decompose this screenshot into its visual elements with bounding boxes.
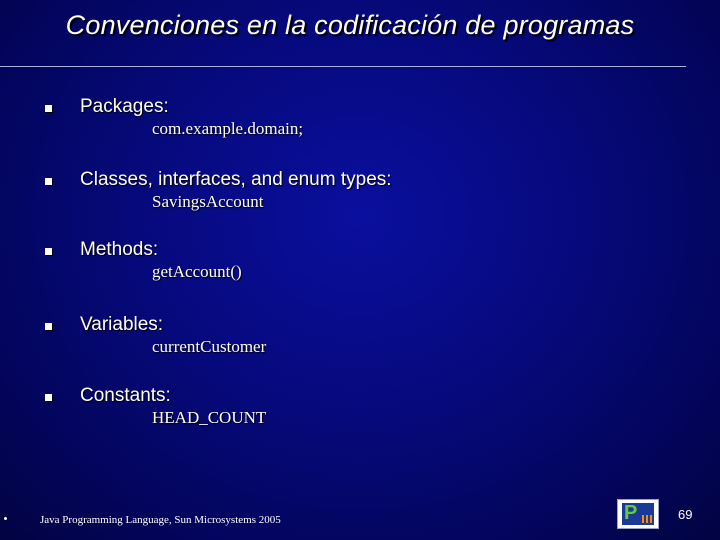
bullet-item-methods xyxy=(45,239,665,299)
bullet-example: HEAD_COUNT xyxy=(152,408,267,427)
bullet-item-constants xyxy=(45,385,665,445)
bullet-example: getAccount() xyxy=(152,262,242,281)
bullet-example: currentCustomer xyxy=(152,337,267,356)
presentation-logo-icon xyxy=(617,499,659,529)
bullet-heading: Variables: xyxy=(80,314,164,335)
page-number: 69 xyxy=(678,507,693,522)
bullet-example: com.example.domain; xyxy=(152,119,304,138)
square-bullet-icon xyxy=(45,248,52,255)
footer-source: Java Programming Language, Sun Microsystems 2005 xyxy=(40,514,281,526)
bullet-item-classes xyxy=(45,169,665,229)
bullet-item-variables xyxy=(45,314,665,374)
logo-letter: P xyxy=(624,502,638,524)
bullet-example: SavingsAccount xyxy=(152,192,264,211)
bullet-heading: Methods: xyxy=(80,239,159,260)
bullet-item-packages xyxy=(45,96,665,156)
square-bullet-icon xyxy=(45,178,52,185)
footer-bullet-dot xyxy=(4,517,7,520)
logo-accent-dots xyxy=(642,515,652,523)
bullet-heading: Packages: xyxy=(80,96,169,117)
logo-panel xyxy=(622,503,654,525)
bullet-heading: Constants: xyxy=(80,385,171,406)
square-bullet-icon xyxy=(45,394,52,401)
bullet-heading: Classes, interfaces, and enum types: xyxy=(80,169,392,190)
square-bullet-icon xyxy=(45,323,52,330)
title-divider xyxy=(0,66,686,67)
slide-title: Convenciones en la codificación de programas xyxy=(65,10,635,40)
square-bullet-icon xyxy=(45,105,52,112)
